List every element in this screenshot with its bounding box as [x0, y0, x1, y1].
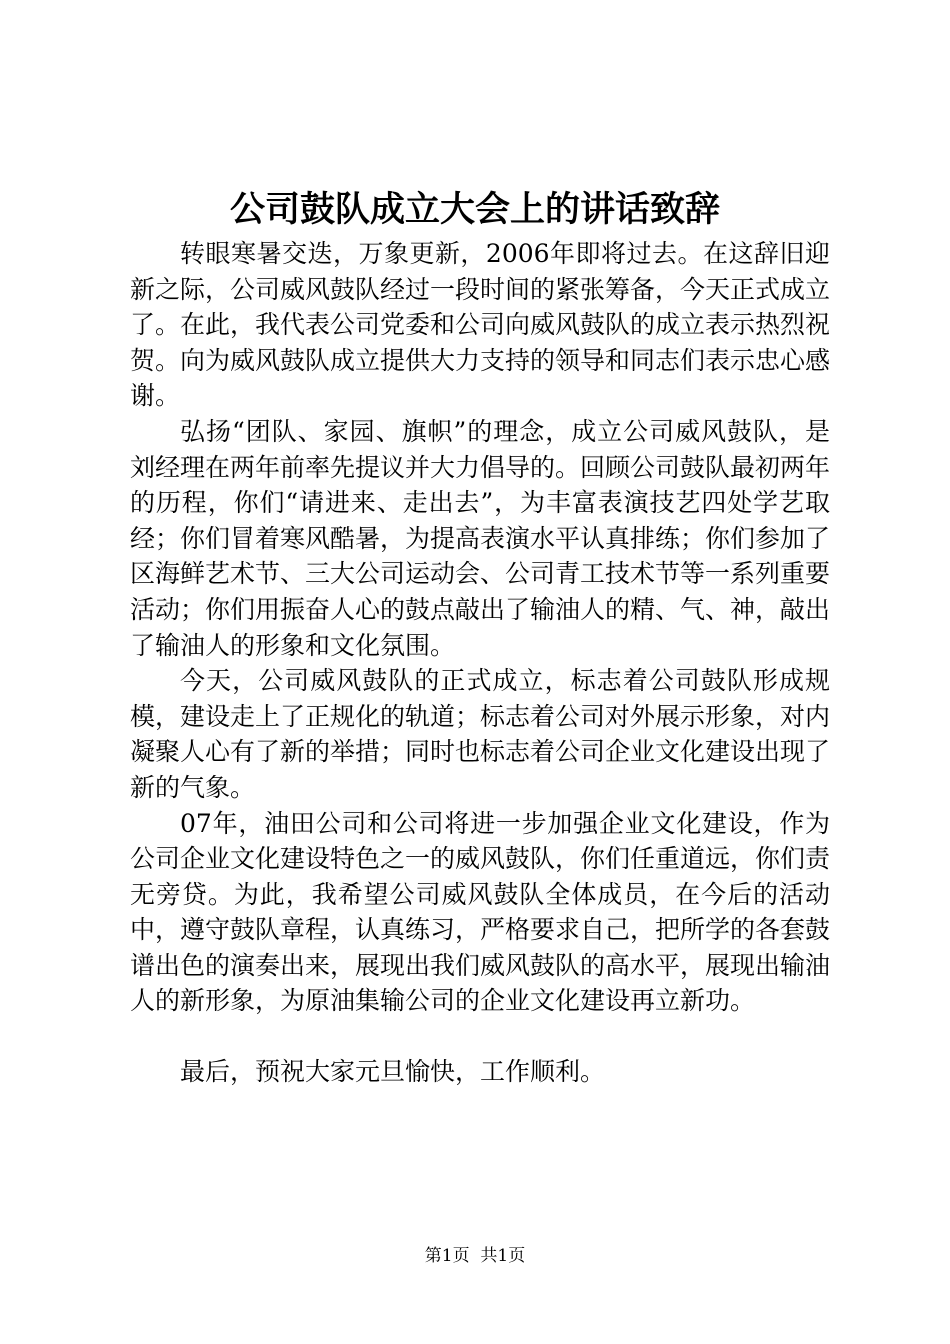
paragraph-closing: 最后，预祝大家元旦愉快，工作顺利。: [180, 1057, 606, 1087]
paragraph-history: 弘扬“团队、家园、旗帜”的理念，成立公司威风鼓队，是刘经理在两年前率先提议并大力倡导的。回顾公司鼓队最初两年的历程，你们“请进来、走出去”，为丰富表演技艺四处学艺取经；你们冒着寒风酷暑，为提高表演水平认真排练；你们参加了区海鲜艺术节、三大公司运动会、公司青工技术节等一系列重要活动；你们用振奋人心的鼓点敲出了输油人的精、气、神，敲出了输油人的形象和文化氛围。: [130, 416, 831, 660]
paragraph-opening: 转眼寒暑交迭，万象更新，2006年即将过去。在这辞旧迎新之际，公司威风鼓队经过一段时间的紧张筹备，今天正式成立了。在此，我代表公司党委和公司向威风鼓队的成立表示热烈祝贺。向为威风鼓队成立提供大力支持的领导和同志们表示忠心感谢。: [130, 239, 831, 411]
paragraph-expectations: 07年，油田公司和公司将进一步加强企业文化建设，作为公司企业文化建设特色之一的威风鼓队，你们任重道远，你们责无旁贷。为此，我希望公司威风鼓队全体成员，在今后的活动中，遵守鼓队章程，认真练习，严格要求自己，把所学的各套鼓谱出色的演奏出来，展现出我们威风鼓队的高水平，展现出输油人的新形象，为原油集输公司的企业文化建设再立新功。: [130, 808, 831, 1016]
page-number-footer: 第1页 共1页: [424, 1246, 526, 1266]
document-title: 公司鼓队成立大会上的讲话致辞: [229, 189, 720, 230]
paragraph-significance: 今天，公司威风鼓队的正式成立，标志着公司鼓队形成规模，建设走上了正规化的轨道；标志着公司对外展示形象，对内凝聚人心有了新的举措；同时也标志着公司企业文化建设出现了新的气象。: [130, 666, 831, 802]
document-body: [130, 236, 830, 1090]
